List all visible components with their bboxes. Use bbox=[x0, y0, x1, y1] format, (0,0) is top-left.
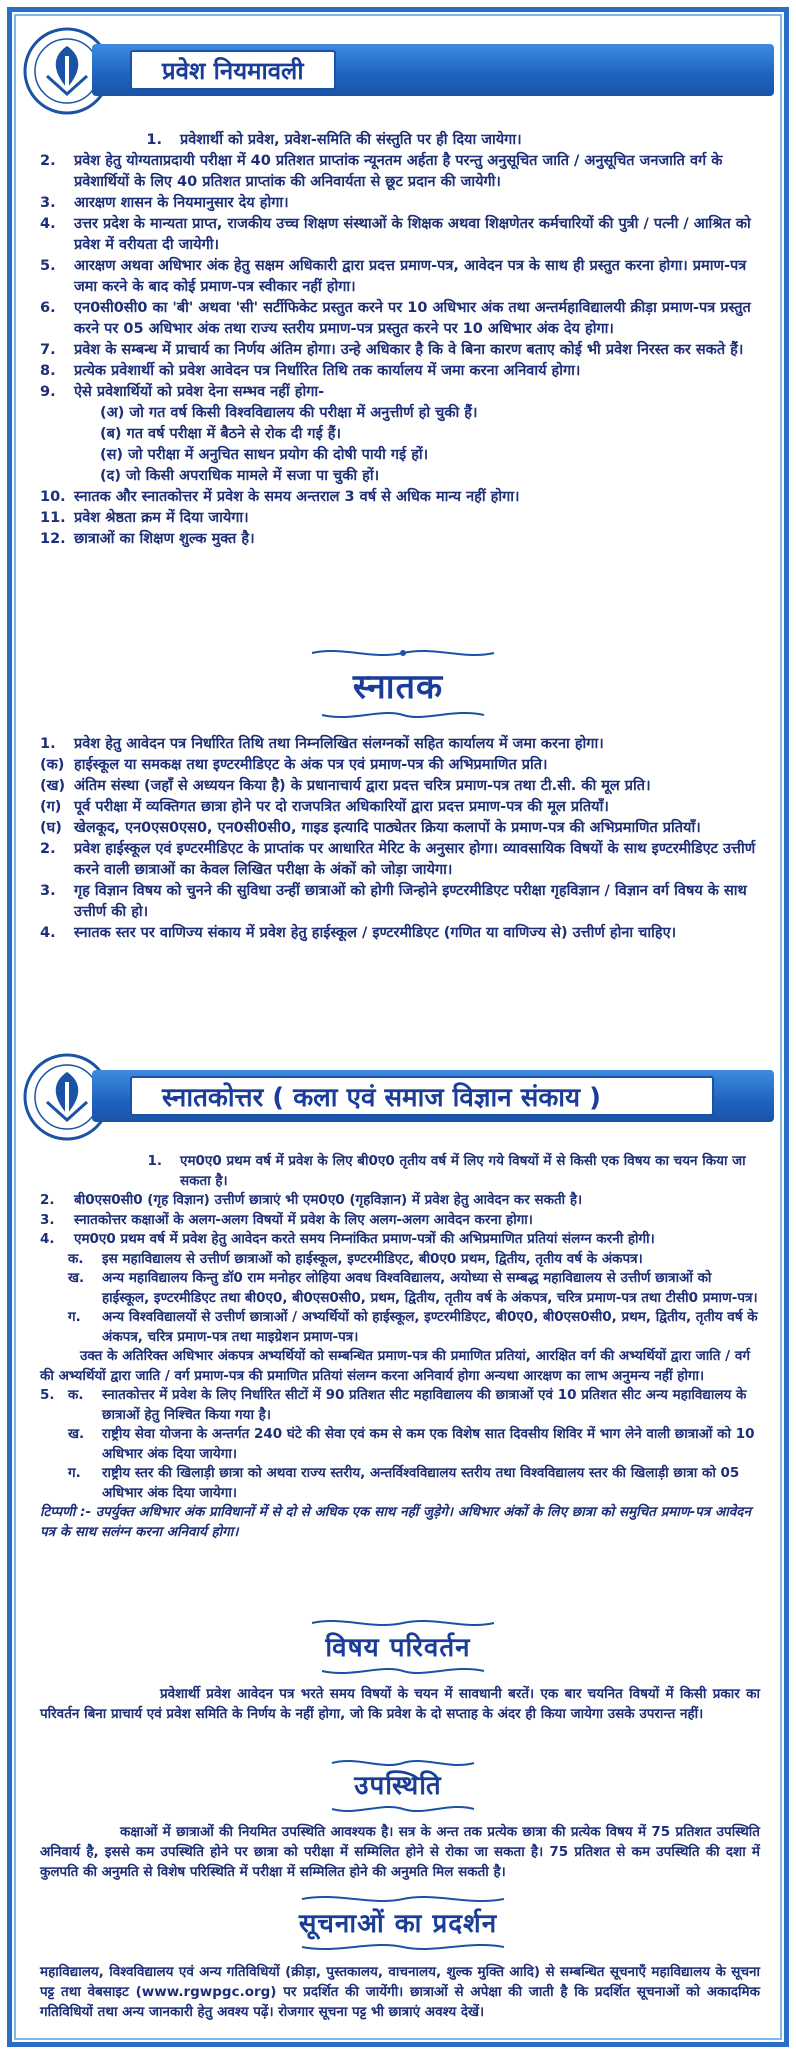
rules-header bbox=[22, 26, 774, 116]
list-item: 11. प्रवेश श्रेष्ठता क्रम में दिया जायेगा। bbox=[40, 510, 249, 526]
attendance-title: उपस्थिति bbox=[354, 1771, 442, 1801]
list-item: 3. आरक्षण शासन के नियमानुसार देय होगा। bbox=[40, 195, 289, 211]
sub-list-item: (ब) गत वर्ष परीक्षा में बैठने से रोक दी गई हैं। bbox=[100, 426, 341, 442]
flourish-divider-icon bbox=[12, 1664, 789, 1678]
pg-header bbox=[22, 1052, 774, 1142]
subject-change-text: प्रवेशार्थी प्रवेश आवेदन पत्र भरते समय विषयों के चयन में सावधानी बरतें। एक बार चयनित विषयों में किसी प्रकार का परिवर्तन बिना प्राचार्य एवं प्रवेश समिति के निर्णय के नहीं होगा, जो कि प्रवेश के दो सप्ताह के अंदर ही किया जायेगा उसके उपरान्त नहीं। bbox=[40, 1686, 760, 1722]
list-item: 4. एम0ए0 प्रथम वर्ष में प्रवेश हेतु आवेदन करते समय निम्नांकित प्रमाण-पत्रों की अभिप्रमाणित प्रतियां संलग्न करनी होगी। bbox=[40, 1231, 655, 1247]
list-item: 9. ऐसे प्रवेशार्थियों को प्रवेश देना सम्भव नहीं होगा- bbox=[40, 384, 325, 400]
list-item: 2. बी0एस0सी0 (गृह विज्ञान) उत्तीर्ण छात्राएं भी एम0ए0 (गृहविज्ञान) में प्रवेश हेतु आवेदन कर सकती है। bbox=[40, 1192, 583, 1208]
list-item: (ग) पूर्व परीक्षा में व्यक्तिगत छात्रा होने पर दो राजपत्रित अधिकारियों द्वारा प्रदत्त प्रमाण-पत्र की मूल प्रतियाँ। bbox=[40, 799, 609, 815]
prospectus-page bbox=[7, 7, 789, 2047]
list-item: 6. एन0सी0सी0 का 'बी' अथवा 'सी' सर्टीफिकेट प्रस्तुत करने पर 10 अधिभार अंक तथा अन्तर्महाविद्यालयी क्रीड़ा प्रमाण-पत्र प्रस्तुत करने पर 05 अधिभार अंक तथा राज्य स्तरीय प्रमाण-पत्र प्रस्तुत करने पर 10 अधिभार अंक देय होगा। bbox=[40, 300, 751, 337]
pg-note-paragraph: उक्त के अतिरिक्त अधिभार अंकपत्र अभ्यर्थियों को सम्बन्धित प्रमाण-पत्र की प्रमाणित प्रतियां, आरक्षित वर्ग की अभ्यर्थियों द्वारा जाति / वर्ग की अभ्यर्थियों द्वारा जाति / वर्ग प्रमाण-पत्र की प्रमाणित प्रतियां संलग्न करना अनिवार्य होगा अन्यथा आरक्षण का लाभ अनुमन्य नहीं होगा। bbox=[40, 1348, 750, 1384]
list-item: 2. प्रवेश हेतु योग्यताप्रदायी परीक्षा में 40 प्रतिशत प्राप्तांक न्यूनतम अर्हता है परन्तु अनुसूचित जाति / अनुसूचित जनजाति वर्ग के प्रवेशार्थियों के लिए 40 प्रतिशत प्राप्तांक की अनिवार्यता से छूट प्रदान की जायेगी। bbox=[40, 153, 723, 190]
notices-text: महाविद्यालय, विश्वविद्यालय एवं अन्य गतिविधियों (क्रीड़ा, पुस्तकालय, वाचनालय, शुल्क मुक्ति आदि) से सम्बन्धित सूचनाएँ महाविद्यालय के सूचना पट्ट तथा वेबसाइट (www.rgwpgc.org) पर प्रदर्शित की जायेंगी। छात्राओं से अपेक्षा की जाती है कि प्रदर्शित सूचनाओं को अकादमिक गतिविधियों तथा अन्य जानकारी हेतु अवश्य पढ़ें। रोजगार सूचना पट्ट भी छात्राएं अवश्य देखें। bbox=[40, 1964, 760, 2020]
list-item: (ख) अंतिम संस्था (जहाँ से अध्ययन किया है) के प्रधानाचार्य द्वारा प्रदत्त चरित्र प्रमाण-पत्र तथा टी.सी. की मूल प्रति। bbox=[40, 778, 651, 794]
list-item: 3. स्नातकोत्तर कक्षाओं के अलग-अलग विषयों में प्रवेश के लिए अलग-अलग आवेदन करना होगा। bbox=[40, 1211, 533, 1228]
flourish-divider-icon bbox=[12, 708, 789, 722]
rules-list bbox=[40, 130, 760, 550]
list-item: 1. प्रवेश हेतु आवेदन पत्र निर्धारित तिथि तथा निम्नलिखित संलग्नकों सहित कार्यालय में जमा करना होगा। bbox=[40, 736, 604, 752]
sub-list-item: ग. राष्ट्रीय स्तर की खिलाड़ी छात्रा को अथवा राज्य स्तरीय, अन्तर्विश्वविद्यालय स्तरीय तथा विश्वविद्यालय स्तर की खिलाड़ी छात्रा को 05 अधिभार अंक दिया जायेगा। bbox=[68, 1465, 740, 1501]
list-item: 2. प्रवेश हाईस्कूल एवं इण्टरमीडिएट के प्राप्तांक पर आधारित मेरिट के अनुसार होगा। व्यावसायिक विषयों के साथ इण्टरमीडिएट उत्तीर्ण करने वाली छात्राओं का केवल लिखित परीक्षा के अंकों को जोड़ा जायेगा। bbox=[40, 841, 756, 878]
ug-list bbox=[40, 734, 760, 944]
list-item: 1. एम0ए0 प्रथम वर्ष में प्रवेश के लिए बी0ए0 तृतीय वर्ष में लिए गये विषयों में से किसी एक विषय का चयन किया जा सकता है। bbox=[147, 1153, 746, 1189]
rules-title: प्रवेश नियमावली bbox=[130, 50, 336, 90]
sub-list-item: ख. राष्ट्रीय सेवा योजना के अन्तर्गत 240 घंटे की सेवा एवं कम से कम एक विशेष सात दिवसीय शिविर में भाग लेने वाली छात्राओं को 10 अधिभार अंक दिया जायेगा। bbox=[68, 1426, 755, 1462]
sub-list-item: (द) जो किसी अपराधिक मामले में सजा पा चुकी हों। bbox=[100, 468, 380, 484]
list-item: 4. उत्तर प्रदेश के मान्यता प्राप्त, राजकीय उच्च शिक्षण संस्थाओं के शिक्षक अथवा शिक्षणेतर कर्मचारियों की पुत्री / पत्नी / आश्रित को प्रवेश में वरीयता दी जायेगी। bbox=[40, 216, 751, 253]
pg-ribbon bbox=[92, 1070, 774, 1122]
list-item: 10. स्नातक और स्नातकोत्तर में प्रवेश के समय अन्तराल 3 वर्ष से अधिक मान्य नहीं होगा। bbox=[40, 489, 520, 505]
pg-tippani: टिप्पणी :- उपर्युक्त अधिभार अंक प्राविधानों में से दो से अधिक एक साथ नहीं जुड़ेगे। अधिभार अंकों के लिए छात्रा को समुचित प्रमाण-पत्र आवेदन पत्र के साथ सलंग्न करना अनिवार्य होगा। bbox=[40, 1504, 751, 1540]
sub-list-item: (स) जो परीक्षा में अनुचित साधन प्रयोग की दोषी पायी गई हों। bbox=[100, 447, 429, 463]
sub-list-item: ख. अन्य महाविद्यालय किन्तु डॉ0 राम मनोहर लोहिया अवध विश्वविद्यालय, अयोध्या से सम्बद्ध महाविद्यालय से उत्तीर्ण छात्राओं को हाईस्कूल, इण्टरमीडिएट तथा बी0ए0, बी0एस0सी0, प्रथम, द्वितीय, तृतीय वर्ष के अंकपत्र, चरित्र प्रमाण-पत्र तथा टीसी0 प्रमाण-पत्र। bbox=[68, 1270, 758, 1306]
flourish-divider-icon bbox=[12, 1940, 789, 1954]
subject-change-title: विषय परिवर्तन bbox=[325, 1633, 471, 1663]
list-item: 3. गृह विज्ञान विषय को चुनने की सुविधा उन्हीं छात्राओं को होगी जिन्होने इण्टरमीडिएट परीक्षा गृहविज्ञान / विज्ञान वर्ग विषय के साथ उत्तीर्ण की हो। bbox=[40, 883, 747, 920]
attendance-text: कक्षाओं में छात्राओं की नियमित उपस्थिति आवश्यक है। सत्र के अन्त तक प्रत्येक छात्रा की प्रत्येक विषय में 75 प्रतिशत उपस्थिति अनिवार्य है, इससे कम उपस्थिति होने पर छात्रा को परीक्षा में सम्मिलित होने से रोका जा सकता है। 75 प्रतिशत से कम उपस्थिति की दशा में कुलपति की अनुमति से विशेष परिस्थिति में परीक्षा में सम्मिलित होने की अनुमति मिल सकती है। bbox=[40, 1824, 760, 1880]
list-item: (घ) खेलकूद, एन0एस0एस0, एन0सी0सी0, गाइड इत्यादि पाठ्येतर क्रिया कलापों के प्रमाण-पत्र की अभिप्रमाणित प्रतियाँ। bbox=[40, 820, 701, 836]
list-item: 1. प्रवेशार्थी को प्रवेश, प्रवेश-समिति की संस्तुति पर ही दिया जायेगा। bbox=[146, 132, 522, 148]
notices-title: सूचनाओं का प्रदर्शन bbox=[298, 1909, 498, 1939]
list-item: 8. प्रत्येक प्रवेशार्थी को प्रवेश आवेदन पत्र निर्धारित तिथि तक कार्यालय में जमा करना अनिवार्य होगा। bbox=[40, 363, 581, 379]
rules-ribbon bbox=[92, 44, 774, 96]
flourish-divider-icon bbox=[12, 1802, 789, 1816]
sub-list-item: 5. क. स्नातकोत्तर में प्रवेश के लिए निर्धारित सीटों में 90 प्रतिशत सीट महाविद्यालय की छात्राओं एवं 10 प्रतिशत सीट अन्य महाविद्यालय के छात्राओं हेतु निश्चित किया गया है। bbox=[40, 1387, 747, 1423]
sub-list-item: (अ) जो गत वर्ष किसी विश्वविद्यालय की परीक्षा में अनुत्तीर्ण हो चुकी हैं। bbox=[100, 405, 478, 421]
sub-list-item: ग. अन्य विश्वविद्यालयों से उत्तीर्ण छात्राओं / अभ्यर्थियों को हाईस्कूल, इण्टरमीडिएट, बी0ए0, बी0एस0सी0, प्रथम, द्वितीय, तृतीय वर्ष के अंकपत्र, चरित्र प्रमाण-पत्र तथा माइग्रेशन प्रमाण-पत्र। bbox=[68, 1309, 758, 1345]
pg-title: स्नातकोत्तर ( कला एवं समाज विज्ञान संकाय ) bbox=[130, 1076, 714, 1116]
ug-title: स्नातक bbox=[352, 667, 444, 707]
sub-list-item: क. इस महाविद्यालय से उत्तीर्ण छात्राओं को हाईस्कूल, इण्टरमीडिएट, बी0ए0 प्रथम, द्वितीय, तृतीय वर्ष के अंकपत्र। bbox=[68, 1250, 643, 1267]
list-item: (क) हाईस्कूल या समकक्ष तथा इण्टरमीडिएट के अंक पत्र एवं प्रमाण-पत्र की अभिप्रमाणित प्रति। bbox=[40, 757, 548, 773]
pg-list bbox=[40, 1152, 760, 1542]
list-item: 5. आरक्षण अथवा अधिभार अंक हेतु सक्षम अधिकारी द्वारा प्रदत्त प्रमाण-पत्र, आवेदन पत्र के साथ ही प्रस्तुत करना होगा। प्रमाण-पत्र जमा करने के बाद कोई प्रमाण-पत्र स्वीकार नहीं होगा। bbox=[40, 258, 747, 295]
flourish-divider-icon bbox=[12, 646, 789, 660]
list-item: 12. छात्राओं का शिक्षण शुल्क मुक्त है। bbox=[40, 531, 255, 547]
list-item: 7. प्रवेश के सम्बन्ध में प्राचार्य का निर्णय अंतिम होगा। उन्हे अधिकार है कि वे बिना कारण बताए कोई भी प्रवेश निरस्त कर सकते हैं। bbox=[40, 342, 744, 358]
list-item: 4. स्नातक स्तर पर वाणिज्य संकाय में प्रवेश हेतु हाईस्कूल / इण्टरमीडिएट (गणित या वाणिज्य से) उत्तीर्ण होना चाहिए। bbox=[40, 925, 677, 941]
